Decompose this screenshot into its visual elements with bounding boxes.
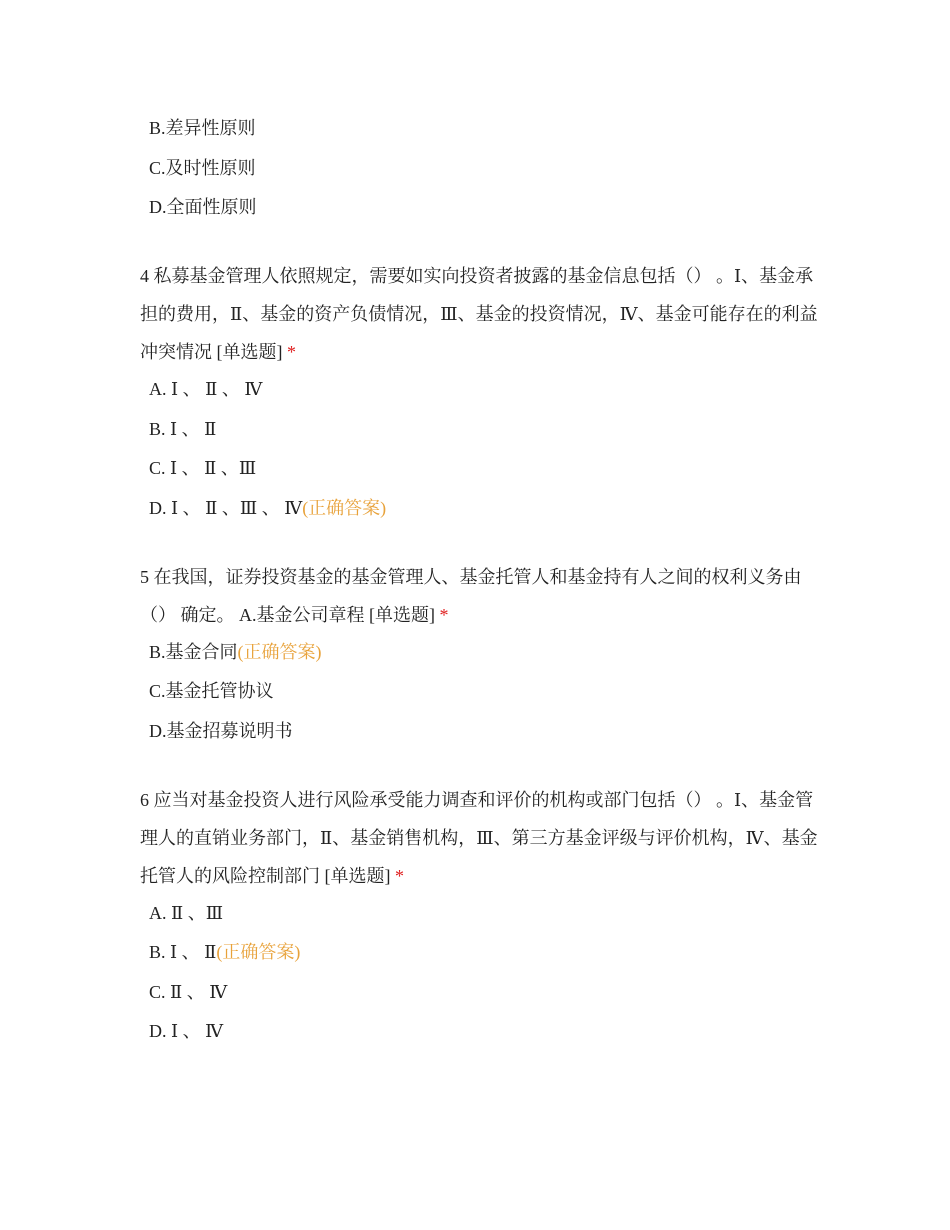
q5-option-d: D.基金招募说明书: [149, 720, 293, 741]
question-3-options: [140, 116, 820, 219]
q4-option-c: C. Ⅰ 、 Ⅱ 、Ⅲ: [149, 458, 257, 478]
question-4-text: 4 私募基金管理人依照规定，需要如实向投资者披露的基金信息包括（） 。Ⅰ、基金承担的费用，Ⅱ、基金的资产负债情况，Ⅲ、基金的投资情况，Ⅳ、基金可能存在的利益冲突情况 [单选题] *: [140, 266, 818, 362]
required-mark: *: [287, 342, 296, 362]
q4-option-b: B. Ⅰ 、 Ⅱ: [149, 418, 217, 439]
q4-option-a: A. Ⅰ 、 Ⅱ 、 Ⅳ: [149, 379, 263, 399]
questionnaire-page: [140, 116, 820, 1059]
q6-option-b: B. Ⅰ 、 Ⅱ(正确答案): [149, 942, 301, 962]
q6-option-c: C. Ⅱ 、 Ⅳ: [149, 981, 228, 1002]
question-6-text: 6 应当对基金投资人进行风险承受能力调查和评价的机构或部门包括（） 。Ⅰ、基金管理人的直销业务部门，Ⅱ、基金销售机构，Ⅲ、第三方基金评级与评价机构，Ⅳ、基金托管人的风险控制部门 [单选题] *: [140, 789, 818, 886]
q5-option-b: B.基金合同(正确答案): [149, 641, 322, 662]
q4-option-d: D. Ⅰ 、 Ⅱ 、Ⅲ 、 Ⅳ(正确答案): [149, 497, 387, 518]
q6-option-a: A. Ⅱ 、Ⅲ: [149, 902, 224, 923]
correct-answer-label: (正确答案): [216, 942, 301, 962]
q3-option-d: D.全面性原则: [149, 197, 257, 217]
required-mark: *: [439, 604, 449, 625]
q5-option-c: C.基金托管协议: [149, 681, 274, 701]
required-mark: *: [395, 865, 404, 886]
correct-answer-label: (正确答案): [237, 641, 322, 662]
question-5-text: 5 在我国，证券投资基金的基金管理人、基金托管人和基金持有人之间的权利义务由（） 确定。 A.基金公司章程 [单选题] *: [140, 566, 802, 625]
q6-option-d: D. Ⅰ 、 Ⅳ: [149, 1021, 224, 1041]
q3-option-b: B.差异性原则: [149, 118, 256, 138]
q3-option-c: C.及时性原则: [149, 157, 256, 178]
correct-answer-label: (正确答案): [302, 497, 387, 518]
